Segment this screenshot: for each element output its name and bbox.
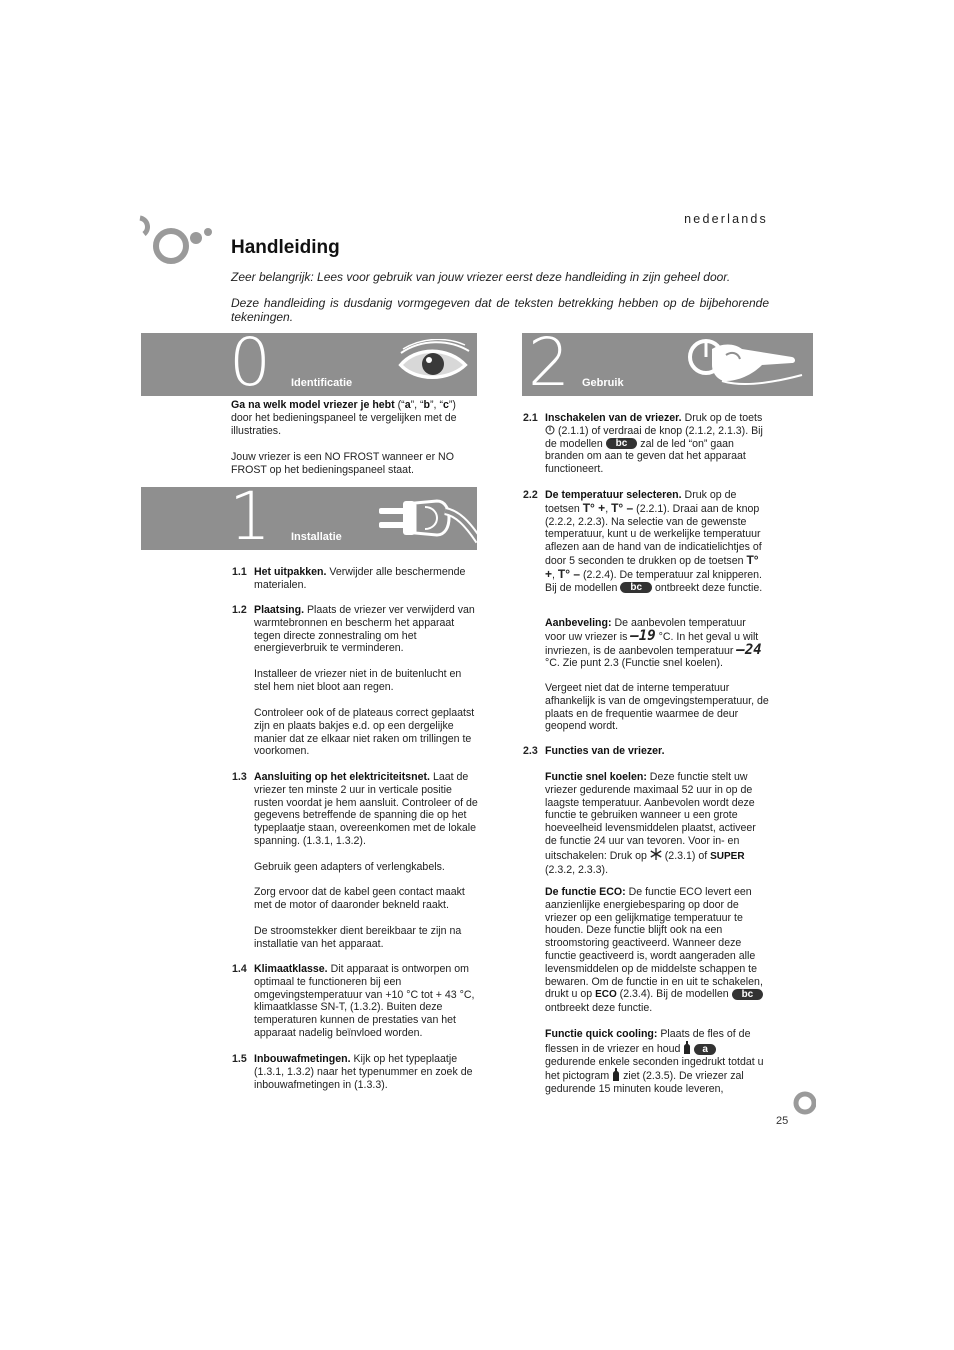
page-title: Handleiding [231,237,340,258]
item-text: (2.2.4). De temperatuur zal knipperen. Bij de modellen [545,568,762,594]
fast-freeze-paragraph [545,771,769,876]
model-bc-badge: bc [732,989,764,1000]
item-number: 1.2 [232,604,247,616]
install-paragraph: Installeer de vriezer niet in de buitenlucht en stel hem niet bloot aan regen. [254,668,462,693]
item-text: °C. In het geval u wilt invriezen, is de aanbevolen temperatuur [545,630,759,657]
item-text: (2.2.1). Draai aan de knop (2.2.2, 2.2.3). Na selectie van de gewenste temperatuur, kunt u de werkelijke temperatuur aflezen aan de hand van de indicatielichtjes of door 5 seconden te drukken op de toetsen [545,502,762,567]
item-head: Functies van de vriezer. [545,745,665,757]
item-number: 1.5 [232,1053,247,1065]
install-item-1-1 [232,566,478,592]
model-a: a [404,399,411,411]
item-text: Deze functie stelt uw vriezer gedurende maximaal 52 uur in op de laagste temperatuur. Aanbevolen wordt deze functie te gebruiken wanneer u een grote hoeveelheid levensmiddelen plaatst, activeer de functie 24 uur van tevoren. Voor in- en uitschakelen: Druk op [545,771,756,862]
snowflake-icon [650,848,662,860]
bottle-icon [683,1041,691,1054]
item-number: 1.1 [232,566,247,578]
item-text: Plaats de fles of de flessen in de vriezer en houd [545,1028,751,1055]
item-number: 1.4 [232,963,247,975]
install-item-1-5 [232,1053,478,1091]
install-paragraph: Zorg ervoor dat de kabel geen contact maakt met de motor of daaronder bekneld raakt. [254,886,465,911]
item-text: Laat de vriezer ten minste 2 uur in verticale positie rusten voordat je hem aansluit. Controleer of de gegevens betreffende de spanning die op het typeplaatje staan, overeenkomen met de lokale spanning. (1.3.1, 1.3.2). [254,771,478,847]
model-bc-badge: bc [606,438,638,449]
model-bc-badge: bc [620,582,652,593]
section-number: 1 [229,487,271,550]
model-b: b [423,399,431,411]
quick-cooling-paragraph [545,1028,769,1096]
model-c: c [442,399,449,411]
item-text: De functie ECO levert een aanzienlijke energiebesparing op door de vriezer op een gelijkmatige temperatuur te houden. Deze functie blijft ook na een stroomstoring geactiveerd. Wanneer deze functie geactiveerd is, wordt aangeraden alle levensmiddelen op de middelste schappen te bewaren. Om de functie in en uit te schakelen, drukt u op [545,886,763,1001]
quote: ”) [448,399,456,411]
item-text: Druk op de toetsen [545,489,737,515]
separator: , [552,568,558,581]
item-text: Verwijder alle beschermende materialen. [254,566,466,591]
page-edge-circle-icon [792,1089,816,1117]
item-text: De aanbevolen temperatuur voor uw vriezer is [545,617,746,643]
section-label: Gebruik [582,377,624,389]
item-text: (2.3.1) of [661,849,711,862]
eye-icon [393,339,473,389]
function-head: De functie ECO: [545,886,626,898]
item-text: (2.1.1) of verdraai de knop (2.1.2, 2.1.3). Bij de modellen [545,424,763,450]
language-label: nederlands [684,212,768,226]
item-number: 2.2 [523,489,538,501]
display-value-19: –19 [630,627,656,644]
intro-important: Zeer belangrijk: Lees voor gebruik van jouw vriezer eerst deze handleiding in zijn geheel door. [231,270,731,284]
power-button-icon [682,335,812,395]
function-head: Functie snel koelen: [545,771,647,783]
item-number: 1.3 [232,771,247,783]
intro-layout: Deze handleiding is dusdanig vormgegeven dat de teksten betrekking hebben op de bijbehorende tekeningen. [231,296,769,324]
item-text: ontbreekt deze functie. [545,1002,653,1015]
ident-rest: door het bedieningspaneel te vergelijken met de illustraties. [231,411,457,437]
item-text: Kijk op het typeplaatje (1.3.1, 1.3.2) naar het typenummer en zoek de inbouwafmetingen in (1.3.3). [254,1053,473,1091]
section-bar-installatie [141,487,477,550]
recommendation-paragraph [545,617,769,670]
install-paragraph: Controleer ook of de plateaus correct geplaatst zijn en plaats bakjes e.d. op een dergelijke manier dat ze elkaar niet raken om trillingen te voorkomen. [254,707,475,758]
super-button-label: SUPER [710,850,745,862]
section-label: Identificatie [291,377,353,389]
item-text: gedurende enkele seconden ingedrukt totdat u het pictogram [545,1055,764,1083]
item-head: Het uitpakken. [254,566,327,578]
item-text: °C. Zie punt 2.3 (Functie snel koelen). [545,657,723,670]
item-head: Klimaatklasse. [254,963,328,975]
usage-item-2-1 [523,412,769,476]
item-text: zal de led “on” gaan branden om aan te geven dat het apparaat functioneert. [545,437,746,476]
nofrost-paragraph: Jouw vriezer is een NO FROST wanneer er NO FROST op het bedieningspaneel staat. [231,451,454,476]
bottle-icon [612,1068,620,1081]
install-paragraph: Gebruik geen adapters of verlengkabels. [254,861,445,873]
plug-icon [375,493,477,547]
install-item-1-4 [232,963,478,1040]
eco-paragraph [545,886,769,1015]
quote: ”, “ [430,399,443,411]
install-paragraph: De stroomstekker dient bereikbaar te zijn na installatie van het apparaat. [254,925,462,950]
function-head: Functie quick cooling: [545,1028,658,1040]
item-text: (2.3.2, 2.3.3). [545,863,609,876]
recommendation-head: Aanbeveling: [545,617,612,629]
item-text: Dit apparaat is ontworpen om optimaal te functioneren bij een omgevingstemperatuur van +10 °C tot + 43 °C, klimaatklasse SN-T, (1.3.2). Buiten deze temperaturen kunnen de prestaties van het apparaat nadelig beïnvloed worden. [254,963,475,1039]
temperature-note: Vergeet niet dat de interne temperatuur afhankelijk is van de omgevingstemperatuur, de plaats en de frequentie waarmee de deur geopend wordt. [545,682,769,733]
quote: ”, “ [410,399,424,411]
section-number: 0 [229,333,271,396]
temp-plus-button: T° + [545,552,759,581]
item-head: Inschakelen van de vriezer. [545,412,682,424]
install-item-1-2 [232,604,478,655]
eco-button-label: ECO [595,989,617,1001]
display-value-24: –24 [736,641,762,658]
separator: , [605,502,612,515]
ident-lead: Ga na welk model vriezer je hebt [231,399,395,411]
power-symbol-icon [545,425,555,435]
model-a-badge: a [694,1044,716,1055]
usage-item-2-2 [523,489,771,594]
page-number: 25 [776,1115,789,1127]
section-bar-gebruik [522,333,813,396]
item-text: Plaats de vriezer ver verwijderd van warmtebronnen en bescherm het apparaat tegen directe zonnestraling om het energieverbruik te verminderen. [254,604,475,655]
item-head: De temperatuur selecteren. [545,489,682,501]
item-head: Inbouwafmetingen. [254,1053,351,1065]
item-number: 2.1 [523,412,538,424]
usage-item-2-3 [523,745,769,758]
temp-minus-button: T° – [557,566,581,581]
item-text: ziet (2.3.5). De vriezer zal gedurende 15 minuten koude leveren, [545,1070,744,1096]
item-head: Aansluiting op het elektriciteitsnet. [254,771,431,783]
brand-circles-logo [136,210,216,270]
temp-plus-button: T° + [582,500,606,515]
item-text: Druk op de toets [681,412,763,424]
item-number: 2.3 [523,745,538,757]
item-text: (2.3.4). Bij de modellen [616,988,732,1001]
quote: (“ [394,399,405,411]
item-text: ontbreekt deze functie. [652,581,763,594]
identification-paragraph [231,399,477,437]
section-bar-identificatie [141,333,477,396]
install-item-1-3 [232,771,478,848]
item-head: Plaatsing. [254,604,305,616]
section-label: Installatie [291,531,342,543]
section-number: 2 [528,333,570,396]
temp-minus-button: T° – [611,500,634,515]
